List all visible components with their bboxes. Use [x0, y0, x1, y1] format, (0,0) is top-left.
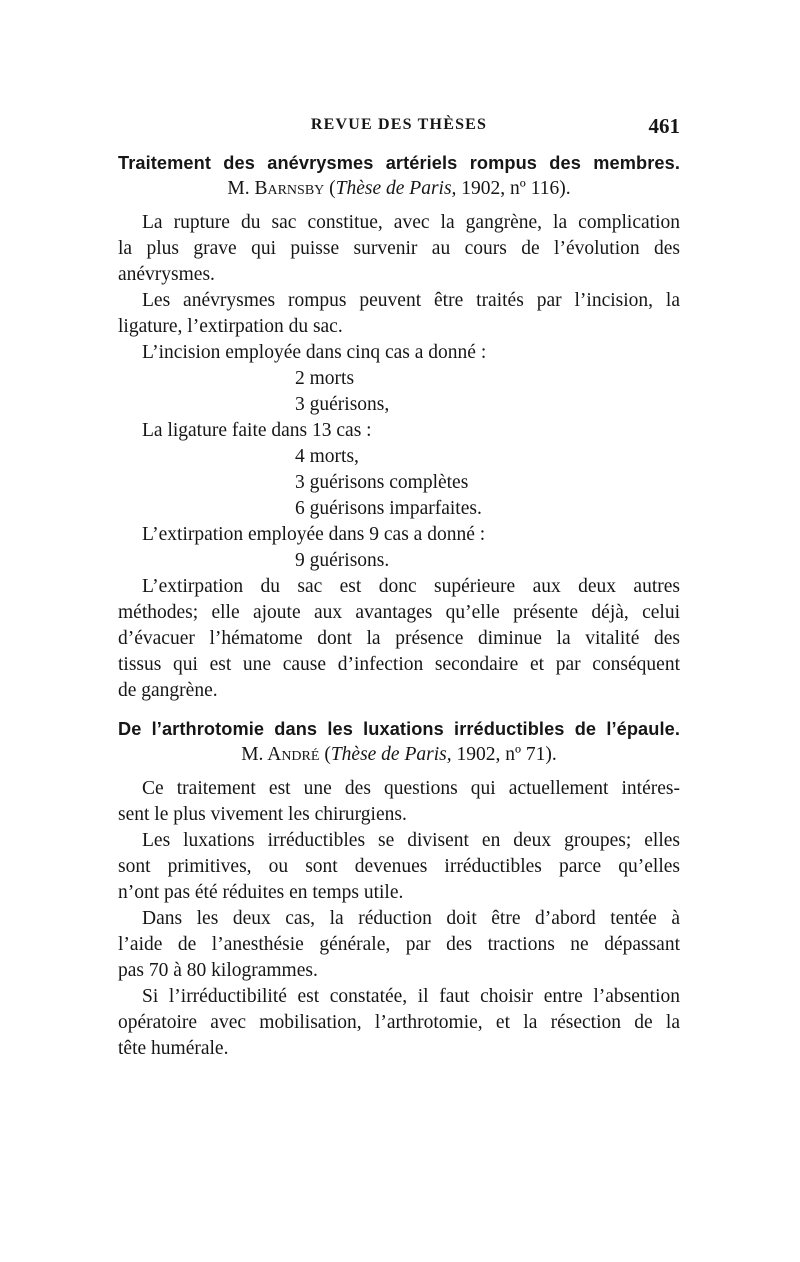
- result-line: 6 guérisons imparfaites.: [295, 498, 482, 519]
- paragraph-line: d’évacuer l’hématome dont la présence diminue la vitalité des: [118, 628, 680, 649]
- citation-source: Thèse de Paris,: [330, 744, 452, 765]
- paragraph-line: Les luxations irréductibles se divisent en deux groupes; elles: [142, 830, 680, 851]
- result-line: 9 guérisons.: [295, 550, 390, 571]
- paragraph-line: sont primitives, ou sont devenues irréductibles parce qu’elles: [118, 856, 680, 877]
- article-title: De l’arthrotomie dans les luxations irréductibles de l’épaule.: [118, 719, 680, 739]
- page-body: [118, 150, 680, 1062]
- result-line: 3 guérisons,: [295, 394, 390, 415]
- author-name: M. André: [241, 744, 320, 765]
- article-title: Traitement des anévrysmes artériels rompus des membres.: [118, 153, 680, 173]
- paragraph-line: méthodes; elle ajoute aux avantages qu’elle présente déjà, celui: [118, 602, 680, 623]
- paragraph-line: l’aide de l’anesthésie générale, par des tractions ne dépassant: [118, 934, 680, 955]
- paragraph-line: de gangrène.: [118, 680, 218, 701]
- citation-source: Thèse de Paris,: [335, 178, 457, 199]
- paragraph-line: Si l’irréductibilité est constatée, il faut choisir entre l’absention: [142, 986, 680, 1007]
- paragraph-line: sent le plus vivement les chirurgiens.: [118, 804, 407, 825]
- paragraph-line: pas 70 à 80 kilogrammes.: [118, 960, 318, 981]
- page-header: [118, 116, 680, 144]
- paragraph-line: ligature, l’extirpation du sac.: [118, 316, 343, 337]
- paragraph-line: opératoire avec mobilisation, l’arthrotomie, et la résection de la: [118, 1012, 680, 1033]
- paragraph-line: n’ont pas été réduites en temps utile.: [118, 882, 404, 903]
- paragraph-line: L’extirpation employée dans 9 cas a donné :: [142, 524, 486, 545]
- result-line: 4 morts,: [295, 446, 359, 467]
- paragraph-line: L’incision employée dans cinq cas a donné :: [142, 342, 487, 363]
- citation-details: 1902, nº 116).: [456, 178, 571, 199]
- paragraph-line: La rupture du sac constitue, avec la gangrène, la complication: [142, 212, 680, 233]
- paragraph-line: tête humérale.: [118, 1038, 229, 1059]
- paragraph-line: Ce traitement est une des questions qui actuellement intéres-: [142, 778, 680, 799]
- paragraph-line: tissus qui est une cause d’infection secondaire et par conséquent: [118, 654, 680, 675]
- page-number: 461: [648, 114, 680, 138]
- article-byline: M. Barnsby (Thèse de Paris, 1902, nº 116).: [227, 178, 571, 199]
- author-name: M. Barnsby: [227, 178, 325, 199]
- result-line: 2 morts: [295, 368, 355, 389]
- paragraph-line: La ligature faite dans 13 cas :: [142, 420, 372, 441]
- article-byline: M. André (Thèse de Paris, 1902, nº 71).: [241, 744, 557, 765]
- running-head: REVUE DES THÈSES: [310, 116, 488, 133]
- paragraph-line: L’extirpation du sac est donc supérieure aux deux autres: [142, 576, 680, 597]
- paragraph-line: la plus grave qui puisse survenir au cours de l’évolution des: [118, 238, 680, 259]
- result-line: 3 guérisons complètes: [295, 472, 469, 493]
- citation-details: 1902, nº 71).: [451, 744, 557, 765]
- paragraph-line: Dans les deux cas, la réduction doit être d’abord tentée à: [142, 908, 680, 929]
- paragraph-line: Les anévrysmes rompus peuvent être traités par l’incision, la: [142, 290, 680, 311]
- paragraph-line: anévrysmes.: [118, 264, 215, 285]
